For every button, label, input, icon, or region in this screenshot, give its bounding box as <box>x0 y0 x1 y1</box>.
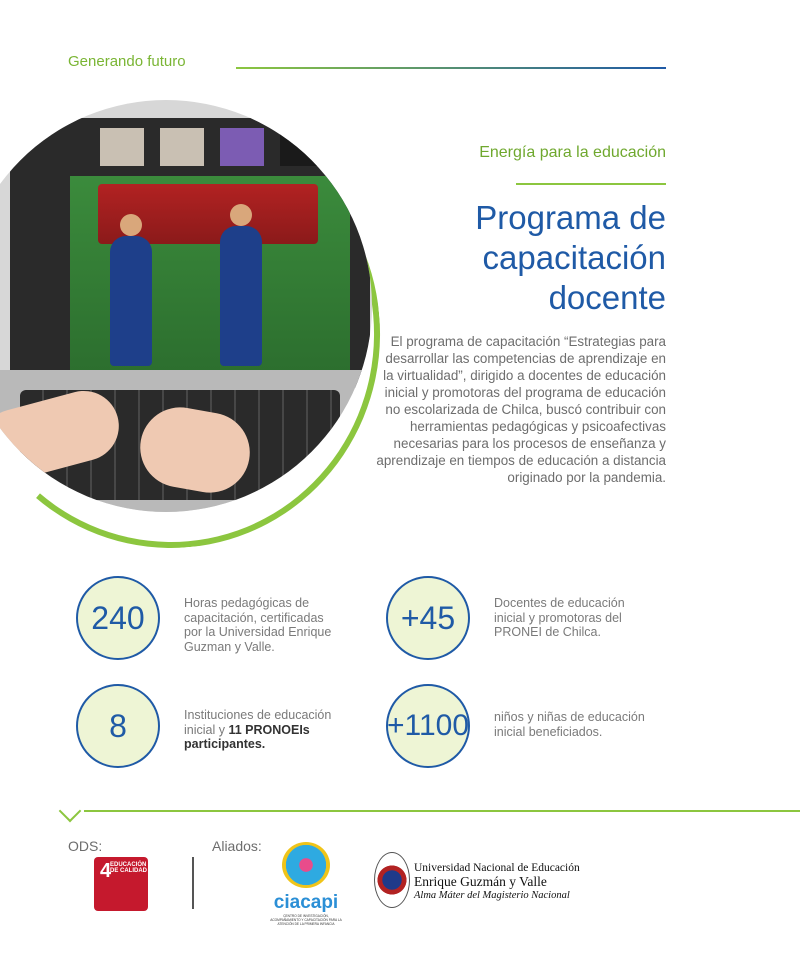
subtitle-divider <box>516 183 666 185</box>
stat-value: 8 <box>76 684 160 768</box>
stat-value: +1100 <box>386 684 470 768</box>
participant-thumbnail <box>280 128 324 166</box>
une-logo-text: Universidad Nacional de Educación Enrique Guzmán y Valle Alma Máter del Magisterio Nacional <box>414 862 580 901</box>
participant-thumbnail <box>100 128 144 166</box>
stat-description: Instituciones de educación inicial y 11 PRONOEIs participantes. <box>184 708 332 751</box>
section-tag: Generando futuro <box>68 53 186 70</box>
chevron-down-icon <box>59 800 82 823</box>
page-title: Programa de capacitación docente <box>475 199 666 316</box>
ciacapi-logo: ciacapi CENTRO DE INVESTIGACIÓN, ACOMPAÑAMIENTO Y CAPACITACIÓN PARA LA ATENCIÓN DE LA PRIMERA INFANCIA <box>268 842 344 922</box>
participant-thumbnail <box>160 128 204 166</box>
sdg-4-icon: 4 EDUCACIÓN DE CALIDAD <box>94 857 148 911</box>
video-stage <box>70 176 350 376</box>
stat-value: 240 <box>76 576 160 660</box>
footer-vertical-divider <box>192 857 194 909</box>
header-divider <box>236 67 666 69</box>
footer-divider <box>84 810 800 812</box>
stat-description: niños y niñas de educación inicial beneficiados. <box>494 710 645 739</box>
participant-thumbnail <box>220 128 264 166</box>
teacher-figure <box>220 226 262 366</box>
subtitle: Energía para la educación <box>479 144 666 161</box>
laptop-video-call-photo <box>0 100 372 512</box>
laptop-screen <box>10 118 370 388</box>
ods-label: ODS: <box>68 838 103 854</box>
une-seal-icon <box>374 852 410 908</box>
stat-description: Docentes de educación inicial y promotoras del PRONEI de Chilca. <box>494 596 625 639</box>
ciacapi-emblem-icon <box>282 842 330 888</box>
stat-value: +45 <box>386 576 470 660</box>
program-description: El programa de capacitación “Estrategias para desarrollar las competencias de aprendizaje en la virtualidad”, dirigido a docentes de educación inicial y promotoras del programa de educación no escolarizada de Chilca, buscó contribuir con herramientas pedagógicas y psicoafectivas necesarias para los procesos de enseñanza y aprendizaje en tiempos de educación a distancia originado por la pandemia. <box>376 334 666 485</box>
laptop-keyboard-area <box>0 370 372 512</box>
stat-description: Horas pedagógicas de capacitación, certificadas por la Universidad Enrique Guzman y Valle. <box>184 596 332 654</box>
teacher-figure <box>110 236 152 366</box>
allies-label: Aliados: <box>212 838 262 854</box>
